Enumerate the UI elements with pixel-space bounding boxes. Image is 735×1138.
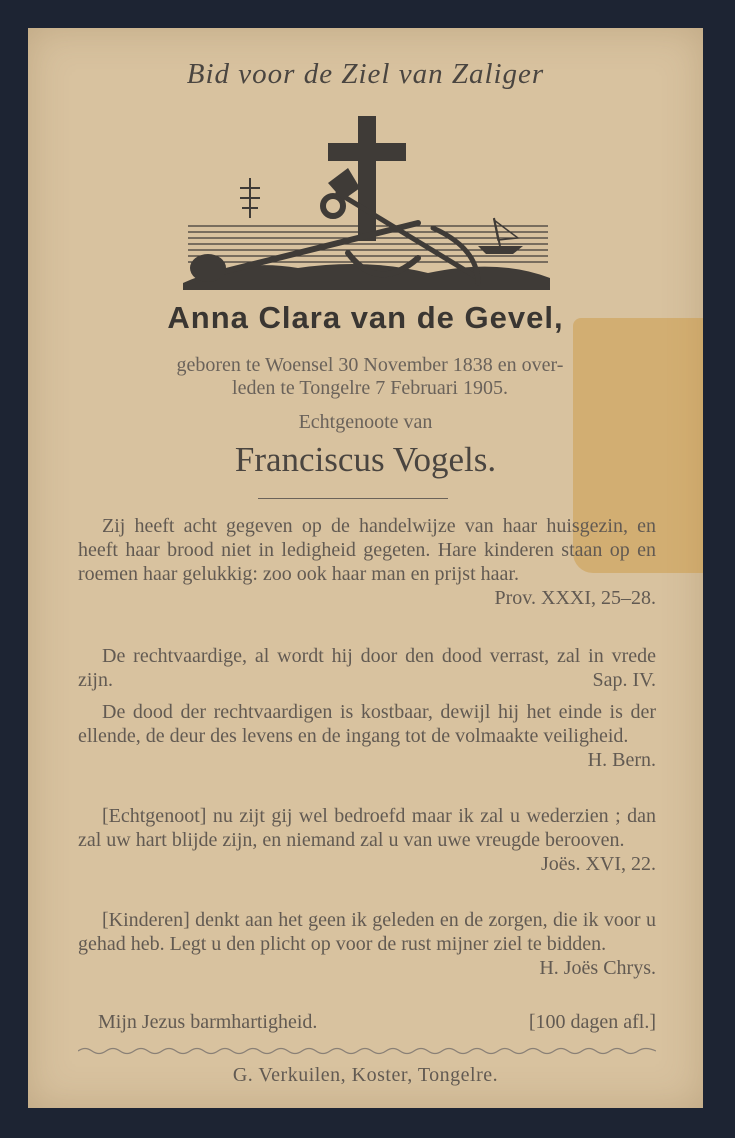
passage-text: De rechtvaardige, al wordt hij door den dood verrast, zal in vrede zijn. — [78, 645, 656, 691]
passage-ref: Joës. XVI, 22. — [541, 853, 656, 875]
birth-death-text — [80, 354, 660, 400]
deceased-name: Anna Clara van de Gevel, — [167, 300, 564, 335]
passage-text: [Echtgenoot] nu zijt gij wel bedroefd maar ik zal u wederzien ; dan zal uw hart blijde zijn, en niemand zal u van uwe vreugde berooven. — [78, 805, 656, 851]
wavy-divider — [78, 1046, 656, 1056]
passage-text: De dood der rechtvaardigen is kostbaar, dewijl hij het einde is der ellende, de deur des levens en de ingang tot de volmaakte veiligheid. — [78, 701, 656, 747]
divider — [258, 498, 448, 499]
indulgence-days: [100 dagen afl.] — [528, 1011, 656, 1033]
spouse-label: Echtgenoote van — [298, 411, 433, 433]
passage-ref: Sap. IV. — [592, 669, 656, 691]
passage-text: [Kinderen] denkt aan het geen ik geleden en de zorgen, die ik voor u gehad heb. Legt u den plicht op voor de rust mijner ziel te bidden. — [78, 909, 656, 955]
passage-ref: H. Joës Chrys. — [539, 957, 656, 979]
passage-2 — [78, 644, 656, 692]
passage-text: Zij heeft acht gegeven op de handelwijze van haar huisgezin, en heeft haar brood niet in ledigheid gegeten. Hare kinderen staan op en roemen haar gelukkig: zoo ook haar man en prijst haar. — [78, 515, 656, 585]
memorial-card — [28, 28, 703, 1108]
passage-ref: H. Bern. — [587, 749, 656, 771]
cross-anchor-emblem-icon — [178, 108, 558, 293]
passage-5 — [78, 908, 656, 980]
passage-3 — [78, 700, 656, 772]
printer-credit: G. Verkuilen, Koster, Tongelre. — [232, 1064, 499, 1086]
indulgence-line — [78, 1011, 656, 1034]
indulgence-prayer: Mijn Jezus barmhartigheid. — [98, 1011, 318, 1033]
passage-ref: Prov. XXXI, 25–28. — [494, 587, 656, 609]
birth-line: geboren te Woensel 30 November 1838 en over- — [176, 354, 564, 376]
death-line: leden te Tongelre 7 Februari 1905. — [232, 377, 508, 399]
passage-1 — [78, 514, 656, 610]
passage-4 — [78, 804, 656, 876]
spouse-name: Franciscus Vogels. — [234, 440, 497, 479]
card-heading: Bid voor de Ziel van Zaliger — [186, 58, 545, 90]
